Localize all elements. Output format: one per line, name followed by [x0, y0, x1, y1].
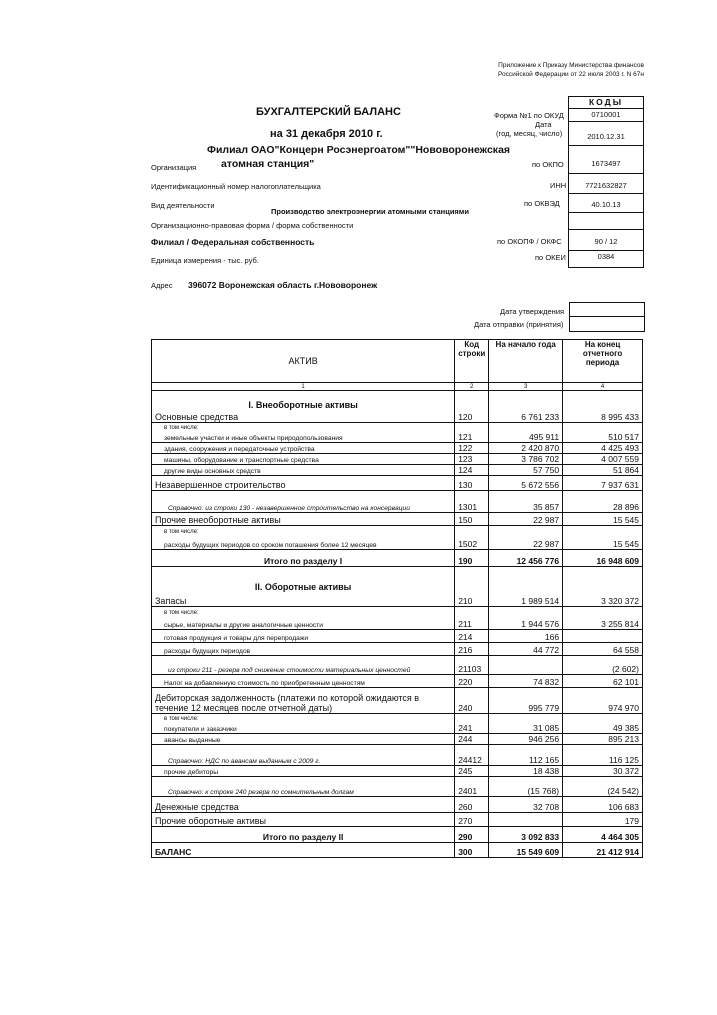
row-start-value: 22 987: [489, 513, 563, 526]
row-code: 2401: [455, 777, 489, 797]
row-label: Справочно: НДС по авансам выданным с 2009 г.: [152, 745, 455, 766]
row-end-value: 51 864: [563, 465, 643, 476]
row-code: [455, 607, 489, 617]
row-end-value: 106 683: [563, 797, 643, 813]
table-row: [152, 607, 643, 617]
row-label: в том числе:: [152, 423, 455, 432]
row-start-value: [489, 607, 563, 617]
row-label: Итого по разделу I: [152, 550, 455, 567]
table-row: [152, 777, 643, 797]
page-title: БУХГАЛТЕРСКИЙ БАЛАНС: [256, 106, 401, 118]
row-label: Прочие внеоборотные активы: [152, 513, 455, 526]
row-start-value: (15 768): [489, 777, 563, 797]
table-row: [152, 643, 643, 656]
row-end-value: 4 425 493: [563, 443, 643, 454]
row-end-value: 974 970: [563, 688, 643, 714]
row-start-value: [489, 813, 563, 827]
row-label: Прочие оборотные активы: [152, 813, 455, 827]
row-code: 210: [455, 593, 489, 607]
table-row: [152, 675, 643, 688]
okved-code: 40.10.13: [591, 200, 621, 209]
row-start-value: 495 911: [489, 432, 563, 443]
row-code: [455, 526, 489, 536]
form-label: Форма №1 по ОКУД: [494, 111, 564, 120]
legal-form-label: Организационно-правовая форма / форма собственности: [151, 221, 354, 230]
row-start-value: 74 832: [489, 675, 563, 688]
row-label: Справочно: к строке 240 резерв по сомнительным долгам: [152, 777, 455, 797]
row-end-value: 510 517: [563, 432, 643, 443]
row-code: [455, 714, 489, 723]
table-row: [152, 423, 643, 432]
row-code: 211: [455, 617, 489, 630]
row-code: 24412: [455, 745, 489, 766]
table-row: [152, 797, 643, 813]
table-row: [152, 734, 643, 745]
row-start-value: 2 420 870: [489, 443, 563, 454]
row-code: [455, 391, 489, 411]
table-row: [152, 536, 643, 550]
row-start-value: 32 708: [489, 797, 563, 813]
row-end-value: [563, 391, 643, 411]
row-label: готовая продукция и товары для перепродажи: [152, 630, 455, 643]
date-hint: (год, месяц, число): [496, 129, 563, 138]
row-label: покупатели и заказчики: [152, 723, 455, 734]
table-header-row: [152, 340, 643, 383]
row-start-value: [489, 567, 563, 593]
unit-label: Единица измерения - тыс. руб.: [151, 256, 259, 265]
table-row: [152, 513, 643, 526]
table-row: [152, 443, 643, 454]
row-end-value: 28 896: [563, 491, 643, 513]
row-start-value: 15 549 609: [489, 843, 563, 858]
col-header-end: На конец отчетного периода: [563, 340, 643, 383]
row-code: 122: [455, 443, 489, 454]
row-end-value: 15 545: [563, 513, 643, 526]
row-code: [455, 567, 489, 593]
table-row: [152, 766, 643, 777]
row-label: Налог на добавленную стоимость по приобретенным ценностям: [152, 675, 455, 688]
colnum-2: 2: [455, 383, 489, 391]
row-end-value: [563, 607, 643, 617]
row-label: Денежные средства: [152, 797, 455, 813]
row-code: 240: [455, 688, 489, 714]
row-code: 124: [455, 465, 489, 476]
row-end-value: 895 213: [563, 734, 643, 745]
row-label: Незавершенное строительство: [152, 476, 455, 491]
row-end-value: 62 101: [563, 675, 643, 688]
table-row: [152, 688, 643, 714]
okopf-label: по ОКОПФ / ОКФС: [497, 237, 562, 246]
row-code: 214: [455, 630, 489, 643]
table-row: [152, 813, 643, 827]
row-start-value: 112 165: [489, 745, 563, 766]
row-code: 150: [455, 513, 489, 526]
row-end-value: 15 545: [563, 536, 643, 550]
row-start-value: 946 256: [489, 734, 563, 745]
table-row: [152, 391, 643, 411]
row-end-value: 8 995 433: [563, 411, 643, 423]
row-start-value: 22 987: [489, 536, 563, 550]
row-start-value: 12 456 776: [489, 550, 563, 567]
row-start-value: 35 857: [489, 491, 563, 513]
address-value: 396072 Воронежская область г.Нововоронеж: [188, 280, 378, 290]
row-end-value: [563, 423, 643, 432]
row-end-value: 179: [563, 813, 643, 827]
row-start-value: [489, 391, 563, 411]
table-row: [152, 617, 643, 630]
table-row: [152, 714, 643, 723]
row-end-value: 30 372: [563, 766, 643, 777]
row-end-value: 64 558: [563, 643, 643, 656]
org-label: Организация: [151, 163, 197, 172]
row-code: 290: [455, 827, 489, 843]
table-row: [152, 491, 643, 513]
row-code: [455, 423, 489, 432]
row-label: земельные участки и иные объекты природопользования: [152, 432, 455, 443]
table-row: [152, 411, 643, 423]
row-label: расходы будущих периодов: [152, 643, 455, 656]
row-end-value: 21 412 914: [563, 843, 643, 858]
row-label: сырье, материалы и другие аналогичные ценности: [152, 617, 455, 630]
okpo-code: 1673497: [591, 159, 621, 168]
row-label: Основные средства: [152, 411, 455, 423]
table-row: [152, 630, 643, 643]
inn-caption: Идентификационный номер налогоплательщика: [151, 182, 321, 191]
date-label: Дата: [535, 120, 552, 129]
row-code: 123: [455, 454, 489, 465]
row-label: БАЛАНС: [152, 843, 455, 858]
row-start-value: 1 989 514: [489, 593, 563, 607]
row-label: Итого по разделу II: [152, 827, 455, 843]
table-row: [152, 454, 643, 465]
okved-label: по ОКВЭД: [524, 199, 560, 208]
activity-value: Производство электроэнергии атомными станциями: [271, 207, 469, 216]
table-row: [152, 550, 643, 567]
codes-header: КОДЫ: [588, 97, 624, 107]
okud-code: 0710001: [591, 110, 621, 119]
row-end-value: 49 385: [563, 723, 643, 734]
row-label: авансы выданные: [152, 734, 455, 745]
row-start-value: 3 786 702: [489, 454, 563, 465]
row-start-value: 3 092 833: [489, 827, 563, 843]
org-name-line-2: атомная станция": [221, 158, 315, 170]
colnum-4: 4: [563, 383, 643, 391]
row-code: 244: [455, 734, 489, 745]
row-code: 270: [455, 813, 489, 827]
table-row: [152, 593, 643, 607]
row-end-value: 3 320 372: [563, 593, 643, 607]
row-start-value: 31 085: [489, 723, 563, 734]
row-label: другие виды основных средств: [152, 465, 455, 476]
table-colnum-row: [152, 383, 643, 391]
table-row: [152, 745, 643, 766]
table-row: [152, 526, 643, 536]
row-label: II. Оборотные активы: [152, 567, 455, 593]
okopf-code: 90 / 12: [594, 237, 618, 246]
row-end-value: 3 255 814: [563, 617, 643, 630]
row-code: 220: [455, 675, 489, 688]
table-row: [152, 476, 643, 491]
row-label: I. Внеоборотные активы: [152, 391, 455, 411]
row-code: 120: [455, 411, 489, 423]
row-start-value: 995 779: [489, 688, 563, 714]
okpo-label: по ОКПО: [532, 160, 564, 169]
row-start-value: [489, 423, 563, 432]
row-code: 1502: [455, 536, 489, 550]
table-row: [152, 465, 643, 476]
date-code: 2010.12.31: [587, 132, 625, 141]
row-label: Дебиторская задолженность (платежи по которой ожидаются в течение 12 месяцев после отчетной даты): [152, 688, 455, 714]
table-row: [152, 432, 643, 443]
sent-date-label: Дата отправки (принятия): [474, 320, 564, 329]
row-label: из строки 211 - резерв под снижение стоимости материальных ценностей: [152, 656, 455, 675]
row-code: 130: [455, 476, 489, 491]
ownership-value: Филиал / Федеральная собственность: [151, 237, 315, 247]
inn-label: ИНН: [550, 181, 567, 190]
inn-code: 7721632827: [585, 181, 627, 190]
row-end-value: 4 007 559: [563, 454, 643, 465]
row-code: 300: [455, 843, 489, 858]
appendix-line-1: Приложение к Приказу Министерства финансов: [498, 62, 644, 69]
org-name-line-1: Филиал ОАО"Концерн Росэнергоатом""Нововоронежская: [207, 144, 511, 156]
row-end-value: 4 464 305: [563, 827, 643, 843]
report-date-line: на 31 декабря 2010 г.: [270, 128, 383, 140]
appendix-line-2: Российской Федерации от 22 июля 2003 г. N 67н: [497, 71, 644, 78]
table-row: [152, 567, 643, 593]
approval-date-label: Дата утверждения: [500, 307, 565, 316]
row-label: машины, оборудование и транспортные средства: [152, 454, 455, 465]
row-start-value: 44 772: [489, 643, 563, 656]
row-code: 260: [455, 797, 489, 813]
row-end-value: (2 602): [563, 656, 643, 675]
row-label: здания, сооружения и передаточные устройства: [152, 443, 455, 454]
row-start-value: [489, 714, 563, 723]
row-code: 21103: [455, 656, 489, 675]
row-start-value: [489, 526, 563, 536]
row-start-value: 57 750: [489, 465, 563, 476]
colnum-1: 1: [152, 383, 455, 391]
row-code: 121: [455, 432, 489, 443]
row-code: 245: [455, 766, 489, 777]
row-end-value: 16 948 609: [563, 550, 643, 567]
row-end-value: [563, 714, 643, 723]
okei-code: 0384: [597, 252, 615, 261]
row-start-value: 6 761 233: [489, 411, 563, 423]
col-header-asset: АКТИВ: [152, 340, 455, 383]
row-end-value: [563, 567, 643, 593]
row-label: в том числе:: [152, 607, 455, 617]
row-label: Запасы: [152, 593, 455, 607]
table-row: [152, 827, 643, 843]
table-row: [152, 843, 643, 858]
row-code: 1301: [455, 491, 489, 513]
balance-table: [151, 339, 643, 858]
row-start-value: 5 672 556: [489, 476, 563, 491]
address-label: Адрес: [151, 281, 173, 290]
row-start-value: [489, 656, 563, 675]
row-code: 216: [455, 643, 489, 656]
row-code: 241: [455, 723, 489, 734]
row-code: 190: [455, 550, 489, 567]
row-label: прочие дебиторы: [152, 766, 455, 777]
row-end-value: 7 937 631: [563, 476, 643, 491]
codes-box: [568, 96, 644, 268]
colnum-3: 3: [489, 383, 563, 391]
col-header-start: На начало года: [489, 340, 563, 383]
row-end-value: (24 542): [563, 777, 643, 797]
row-end-value: [563, 630, 643, 643]
row-label: расходы будущих периодов со сроком погашения более 12 месяцев: [152, 536, 455, 550]
row-start-value: 1 944 576: [489, 617, 563, 630]
activity-label: Вид деятельности: [151, 201, 215, 210]
row-start-value: 18 438: [489, 766, 563, 777]
balance-table-body: [152, 340, 643, 858]
dates-box: [569, 302, 645, 332]
row-end-value: 116 125: [563, 745, 643, 766]
row-start-value: 166: [489, 630, 563, 643]
table-row: [152, 723, 643, 734]
row-label: в том числе:: [152, 526, 455, 536]
table-row: [152, 656, 643, 675]
col-header-code: Код строки: [455, 340, 489, 383]
row-end-value: [563, 526, 643, 536]
row-label: в том числе:: [152, 714, 455, 723]
okei-label: по ОКЕИ: [535, 253, 566, 262]
row-label: Справочно: из строки 130 - незавершенное строительство на консервации: [152, 491, 455, 513]
